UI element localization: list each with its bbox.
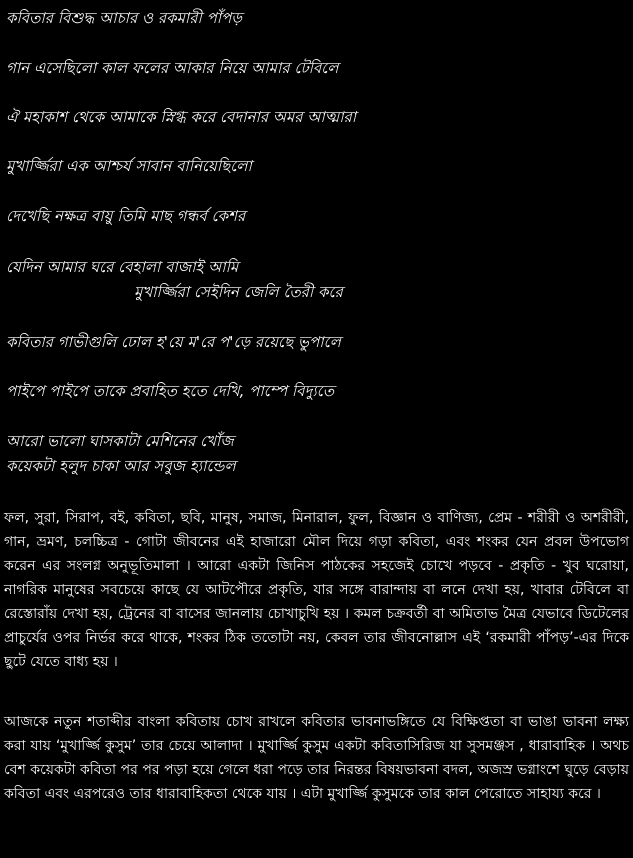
poem-line: কয়েকটা হলুদ চাকা আর সবুজ হ্যান্ডেল	[6, 457, 236, 475]
poem-line: মুখার্জ্জিরা এক আশ্চর্য সাবান বানিয়েছিলো	[6, 157, 252, 175]
poem-line: গান এসেছিলো কাল ফলের আকার নিয়ে আমার টেবিলে	[6, 59, 339, 77]
commentary-paragraph: আজকে নতুন শতাব্দীর বাংলা কবিতায় চোখ রাখলে কবিতার ভাবনাভঙ্গিতে যে বিক্ষিপ্ততা বা ভাঙা ভাবনা লক্ষ্য করা যায় ‘মুখার্জ্জি কুসুম’ তার চেয়ে আলাদা । মুখার্জ্জি কুসুম একটা কবিতাসিরিজ যা সুসমঞ্জস , ধারাবাহিক । অথচ বেশ কয়েকটা কবিতা পর পর পড়া হয়ে গেলে ধরা পড়ে তার নিরন্তর বিষয়ভাবনা বদল, অজস্র ভগ্নাংশে ঘুড়ে বেড়ায় কবিতা এবং এরপরেও তার ধারাবাহিকতা থেকে যায় । এটা মুখার্জ্জি কুসুমকে তার কাল পেরোতে সাহায্য করে ।	[4, 714, 629, 802]
poem-line: মুখার্জ্জিরা সেইদিন জেলি তৈরী করে	[134, 283, 343, 301]
poem-line: পাইপে পাইপে তাকে প্রবাহিত হতে দেখি, পাম্পে বিদ্যুতে	[6, 382, 335, 400]
poem-line: ঐ মহাকাশ থেকে আমাকে স্নিগ্ধ করে বেদানার অমর আত্মারা	[6, 108, 357, 126]
poem-line: দেখেছি নক্ষত্র বায়ু তিমি মাছ গন্ধর্ব কেশর	[6, 207, 246, 225]
poem-title: কবিতার বিশুদ্ধ আচার ও রকমারী পাঁপড়	[6, 9, 243, 27]
poem-line: কবিতার গাভীগুলি ঢোল হ'য়ে ম'রে প'ড়ে রয়েছে ভুপালে	[6, 333, 341, 351]
poem-line: যেদিন আমার ঘরে বেহালা বাজাই আমি	[6, 258, 239, 276]
poem-line: আরো ভালো ঘাসকাটা মেশিনের খোঁজ	[6, 432, 234, 450]
commentary-paragraph: ফল, সুরা, সিরাপ, বই, কবিতা, ছবি, মানুষ, সমাজ, মিনারাল, ফুল, বিজ্ঞান ও বাণিজ্য, প্রেম - শরীরী ও অশরীরী, গান, ভ্রমণ, চলচ্চিত্র - গোটা জীবনের এই হাজারো মৌল দিয়ে গড়া কবিতা, এবং শংকর যেন প্রবল উপভোগ করেন এর সংলগ্ন অনুভূতিমালা । আরো একটা জিনিস পাঠকের সহজেই চোখে পড়বে - প্রকৃতি - খুব ঘরোয়া, নাগরিক মানুষের সবচেয়ে কাছে যে আটপৌরে প্রকৃতি, যার সঙ্গে বারান্দায় বা লনে দেখা হয়, খাবার টেবিলে বা রেস্তোরাঁয় দেখা হয়, ট্রেনের বা বাসের জানলায় চোখাচুখি হয় । কমল চক্রবর্তী বা অমিতাভ মৈত্র যেভাবে ডিটেলের প্রাচুর্যের ওপর নির্ভর করে থাকে, শংকর ঠিক ততোটা নয়, কেবল তার জীবনোল্লাস এই ‘রকমারী পাঁপড়’-এর দিকে ছুটে যেতে বাধ্য হয় ।	[4, 510, 629, 670]
